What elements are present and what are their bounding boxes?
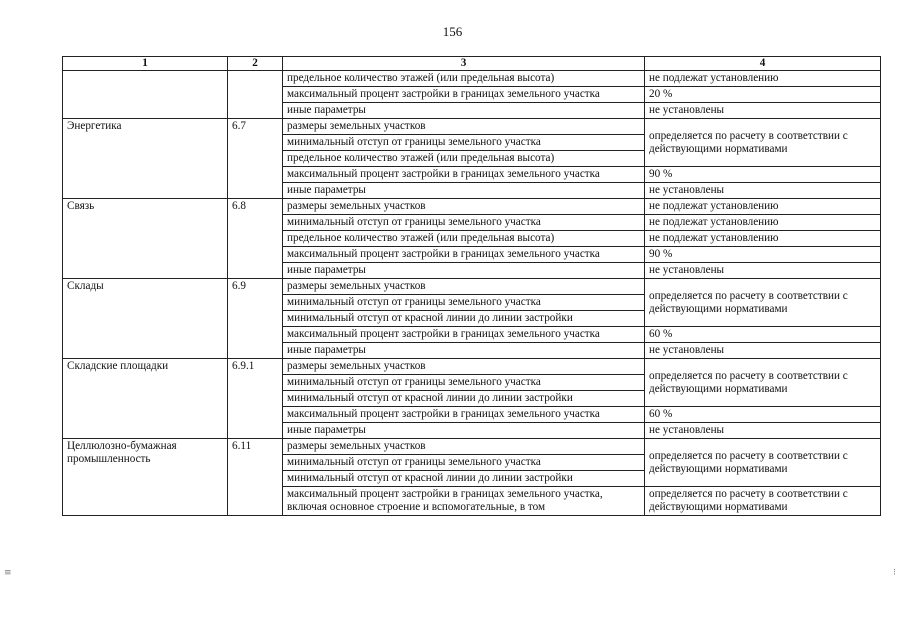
parameter-cell: минимальный отступ от границы земельного участка [283, 455, 645, 471]
value-cell: определяется по расчету в соответствии с действующими нормативами [645, 279, 881, 327]
parameter-cell: максимальный процент застройки в границах земельного участка [283, 87, 645, 103]
parameter-cell: предельное количество этажей (или предельная высота) [283, 151, 645, 167]
use-code-cell: 6.11 [228, 439, 283, 516]
table-row [63, 359, 881, 375]
value-cell: не подлежат установлению [645, 231, 881, 247]
value-cell: не подлежат установлению [645, 215, 881, 231]
use-code-cell: 6.9 [228, 279, 283, 359]
parameter-cell: минимальный отступ от границы земельного участка [283, 375, 645, 391]
parameter-cell: размеры земельных участков [283, 439, 645, 455]
parameter-cell: размеры земельных участков [283, 279, 645, 295]
parameter-cell: минимальный отступ от красной линии до линии застройки [283, 391, 645, 407]
value-cell: определяется по расчету в соответствии с действующими нормативами [645, 439, 881, 487]
parameter-cell: максимальный процент застройки в границах земельного участка, включая основное строение и вспомогательные, в том [283, 487, 645, 516]
parameter-cell: размеры земельных участков [283, 119, 645, 135]
parameter-cell: иные параметры [283, 103, 645, 119]
table-row [63, 439, 881, 455]
parameter-cell: максимальный процент застройки в границах земельного участка [283, 327, 645, 343]
value-cell: 90 % [645, 247, 881, 263]
left-margin-mark: ≡ [4, 568, 12, 578]
parameter-cell: размеры земельных участков [283, 359, 645, 375]
parameter-cell: минимальный отступ от границы земельного участка [283, 295, 645, 311]
table-header-row [63, 57, 881, 71]
parameter-cell: размеры земельных участков [283, 199, 645, 215]
table-row [63, 199, 881, 215]
parameter-cell: иные параметры [283, 343, 645, 359]
use-type-cell: Складские площадки [63, 359, 228, 439]
value-cell: не установлены [645, 343, 881, 359]
parameter-cell: максимальный процент застройки в границах земельного участка [283, 167, 645, 183]
use-code-cell [228, 71, 283, 119]
column-header-1: 1 [63, 57, 228, 71]
value-cell: не установлены [645, 183, 881, 199]
right-margin-mark: ⁝ [893, 568, 896, 578]
use-type-cell [63, 71, 228, 119]
value-cell: определяется по расчету в соответствии с действующими нормативами [645, 487, 881, 516]
parameter-cell: минимальный отступ от границы земельного участка [283, 215, 645, 231]
use-code-cell: 6.8 [228, 199, 283, 279]
parameter-cell: иные параметры [283, 263, 645, 279]
use-code-cell: 6.7 [228, 119, 283, 199]
parameter-cell: иные параметры [283, 183, 645, 199]
parameter-cell: предельное количество этажей (или предельная высота) [283, 71, 645, 87]
use-type-cell: Склады [63, 279, 228, 359]
parameter-cell: минимальный отступ от красной линии до линии застройки [283, 311, 645, 327]
column-header-4: 4 [645, 57, 881, 71]
value-cell: не установлены [645, 423, 881, 439]
value-cell: не подлежат установлению [645, 199, 881, 215]
table-row [63, 119, 881, 135]
use-code-cell: 6.9.1 [228, 359, 283, 439]
value-cell: определяется по расчету в соответствии с действующими нормативами [645, 359, 881, 407]
value-cell: определяется по расчету в соответствии с действующими нормативами [645, 119, 881, 167]
value-cell: 90 % [645, 167, 881, 183]
use-type-cell: Целлюлозно-бумажная промышленность [63, 439, 228, 516]
use-type-cell: Связь [63, 199, 228, 279]
page-number: 156 [442, 24, 463, 39]
value-cell: 60 % [645, 407, 881, 423]
column-header-2: 2 [228, 57, 283, 71]
value-cell: 20 % [645, 87, 881, 103]
column-header-3: 3 [283, 57, 645, 71]
value-cell: не подлежат установлению [645, 71, 881, 87]
parameter-cell: максимальный процент застройки в границах земельного участка [283, 247, 645, 263]
parameter-cell: минимальный отступ от границы земельного участка [283, 135, 645, 151]
regulations-table [62, 56, 881, 516]
parameter-cell: максимальный процент застройки в границах земельного участка [283, 407, 645, 423]
value-cell: не установлены [645, 103, 881, 119]
table-row [63, 279, 881, 295]
use-type-cell: Энергетика [63, 119, 228, 199]
table-row [63, 71, 881, 87]
parameter-cell: минимальный отступ от красной линии до линии застройки [283, 471, 645, 487]
value-cell: не установлены [645, 263, 881, 279]
parameter-cell: предельное количество этажей (или предельная высота) [283, 231, 645, 247]
parameter-cell: иные параметры [283, 423, 645, 439]
value-cell: 60 % [645, 327, 881, 343]
